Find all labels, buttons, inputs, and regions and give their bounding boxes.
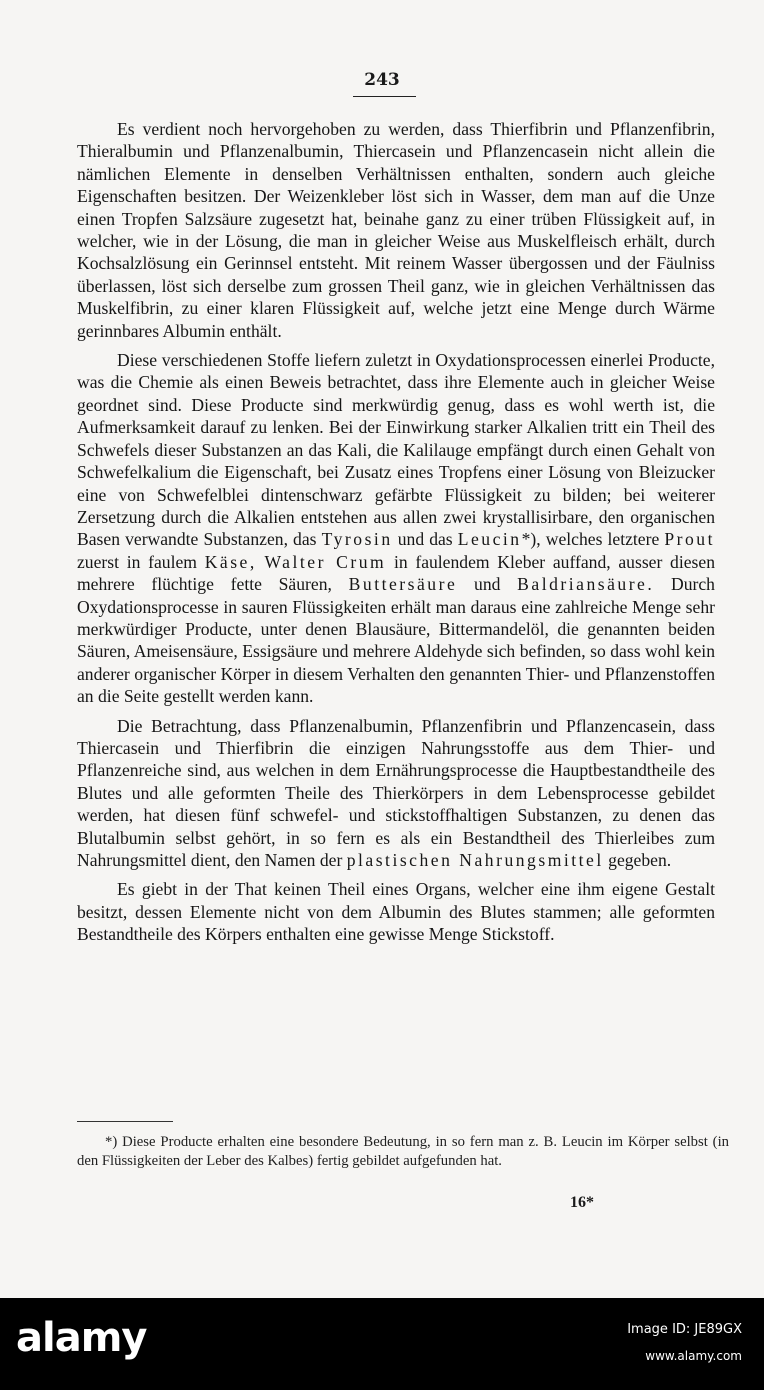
term-plastische-nahrungsmittel: plastischen Nahrungsmittel [346,850,604,870]
paragraph-3-text-b: gegeben. [608,850,672,870]
paragraph-3-text-a: Die Betrachtung, dass Pflanzenalbumin, Pflanzenfibrin und Pflanzencasein, dass Thiercasein und Thierfibrin die einzigen Nahrungsstoffe aus dem Thier- und Pflanzenreiche sind, aus welchen in dem Ernährungsprocesse die Hauptbestandtheile des Blutes und alle geformten Theile des Thierkörpers in dem Lebensprocesse gebildet werden, hat diesen fünf schwefel- und stickstoffhaltigen Substanzen, zu denen das Blutalbumin selbst gehört, in so fern es als ein Bestandtheil des Thierleibes zum Nahrungsmittel dient, den Namen der [77,715,715,870]
paragraph-4: Es giebt in der That keinen Theil eines Organs, welcher eine ihm eigene Gestalt besitzt, dessen Elemente nicht von dem Albumin des Blutes stammen; alle geformten Bestandtheile des Körpers enthalten eine gewisse Menge Stickstoff. [77,879,715,945]
paragraph-1: Es verdient noch hervorgehoben zu werden, dass Thierfibrin und Pflanzenfibrin, Thieralbumin und Pflanzenalbumin, Thiercasein und Pflanzencasein nicht allein die nämlichen Elemente in denselben Verhältnissen enthalten, sondern auch gleiche Eigenschaften besitzen. Der Weizenkleber löst sich in Wasser, dem man auf die Unze einen Tropfen Salzsäure zugesetzt hat, beinahe ganz zu einer trüben Flüssigkeit auf, in welcher, wie in der Lösung, die man in gleicher Weise aus Muskelfleisch erhält, durch Kochsalzlösung ein Gerinnsel entsteht. Mit reinem Wasser übergossen und der Fäulniss überlassen, löst sich derselbe zum grossen Theil ganz, wie in gleichen Verhältnissen das Muskelfibrin, zu einer klaren Flüssigkeit auf, welche jetzt eine Menge durch Wärme gerinnbares Albumin enthält. [77,119,715,341]
term-kaese: Käse, [204,551,257,572]
term-walter-crum: Walter Crum [264,551,387,572]
body-text [77,118,715,953]
term-tyrosin: Tyrosin [321,529,393,550]
signature-mark: 16* [570,1194,594,1211]
footnote [77,1133,729,1171]
paragraph-2-text-c: *), welches letztere [521,529,660,550]
paragraph-2-text-a: Diese verschiedenen Stoffe liefern zuletzt in Oxydationsprocessen einerlei Producte, was die Chemie als einen Beweis betrachtet, dass ihre Elemente auch in gleicher Weise geordnet sind. Diese Producte sind merkwürdig genug, dass es wohl werth ist, die Aufmerksamkeit darauf zu lenken. Bei der Einwirkung starker Alkalien tritt ein Theil des Schwefels dieser Substanzen an das Kali, die Kalilauge empfängt durch einen Gehalt von Schwefelkalium die Eigenschaft, bei Zusatz eines Tropfens einer Lösung von Bleizucker eine von Schwefelblei dintenschwarz gefärbte Flüssigkeit zu bilden; bei weiterer Zersetzung durch die Alkalien entstehen aus allen zwei krystallisirbare, den organischen Basen verwandte Substanzen, das [77,350,715,550]
paragraph-2-text-g: Durch Oxydationsprocesse in sauren Flüssigkeiten erhält man daraus eine zahlreiche Menge sehr merkwürdiger Producte, unter denen Blausäure, Bittermandelöl, die genannten beiden Säuren, Ameisensäure, Essigsäure und mehrere Aldehyde sich befinden, so dass wohl kein anderer organischer Körper in diesem Verhalten den genannten Thier- und Pflanzenstoffen an die Seite gestellt werden kann. [77,574,715,707]
site-url: www.alamy.com [645,1349,742,1363]
paragraph-2-text-e: in faulendem Kleber auffand, ausser diesen mehrere flüchtige fette Säuren, [77,551,716,595]
paragraph-3 [77,715,715,872]
term-baldriansaeure: Baldriansäure. [517,574,655,595]
alamy-logo: alamy [16,1315,147,1361]
footnote-rule [77,1121,173,1122]
page-number-rule [353,96,416,97]
paragraph-2-text-d: zuerst in faulem [77,551,197,572]
paragraph-2 [77,349,715,708]
term-prout: Prout [664,529,715,550]
term-leucin: Leucin [457,529,522,550]
image-id: Image ID: JE89GX [627,1322,742,1337]
page-number: 243 [364,70,400,90]
footnote-text: *) Diese Producte erhalten eine besondere Bedeutung, in so fern man z. B. Leucin im Körper selbst (in den Flüssigkeiten der Leber des Kalbes) fertig gebildet aufgefunden hat. [77,1134,729,1169]
term-buttersaeure: Buttersäure [348,574,458,595]
paragraph-2-text-b: und das [397,529,453,550]
paragraph-2-text-f: und [474,574,501,595]
